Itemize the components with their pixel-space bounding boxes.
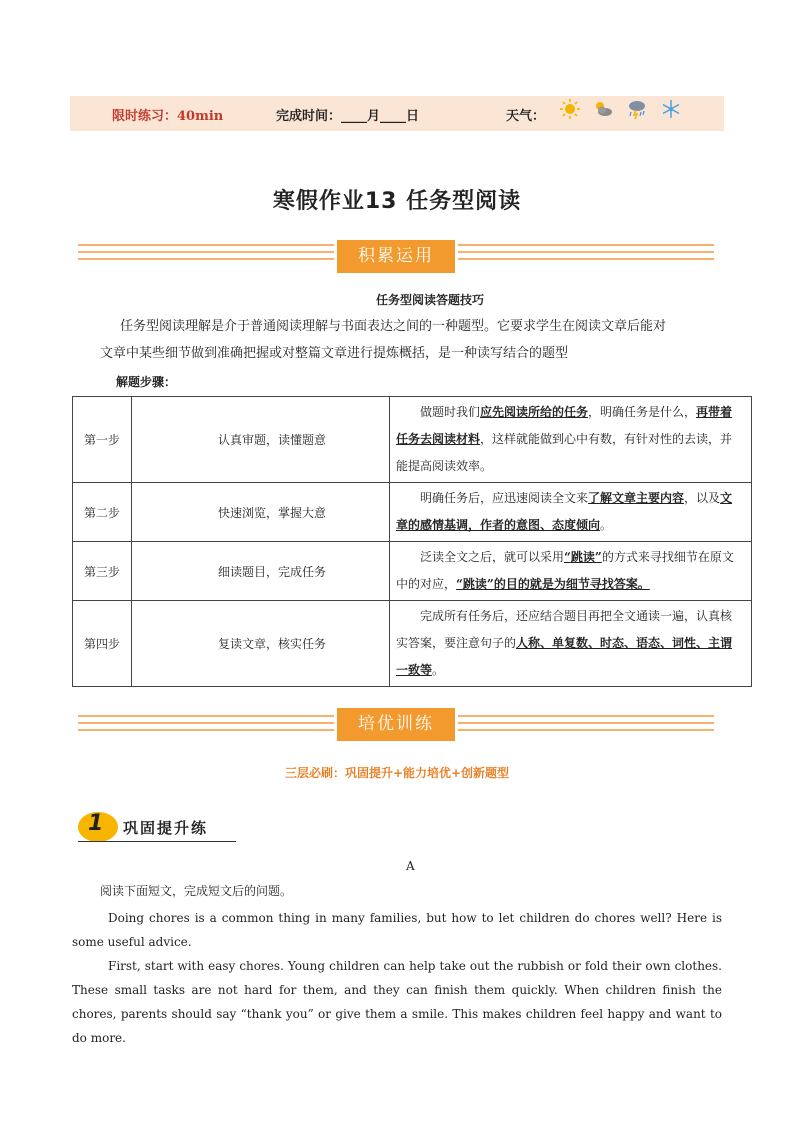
- table-row: [73, 397, 752, 483]
- steps-label: 解题步骤：: [116, 375, 177, 389]
- table-row: [73, 542, 752, 601]
- three-layer-subtitle: 三层必刷：巩固提升+能力培优+创新题型: [284, 766, 510, 780]
- table-row: [73, 601, 752, 687]
- partly-cloudy-icon: [592, 98, 614, 120]
- intro-line-2: 文章中某些细节做到准确把握或对整篇文章进行提炼概括，是一种读写结合的题型: [100, 346, 569, 361]
- passage-letter: A: [406, 859, 415, 873]
- weather-label: 天气：: [506, 109, 546, 124]
- step-name: 认真审题，读懂题意: [132, 397, 390, 483]
- section-banner-accumulate: 积累运用: [337, 240, 455, 273]
- step-name: 复读文章，核实任务: [132, 601, 390, 687]
- header-band: [70, 96, 724, 131]
- step-number: 第二步: [73, 483, 132, 542]
- step-number: 第一步: [73, 397, 132, 483]
- section-number: 1: [88, 811, 104, 836]
- page-title: 寒假作业13 任务型阅读: [272, 189, 522, 214]
- table-row: [73, 483, 752, 542]
- step-description: 明确任务后，应迅速阅读全文来了解文章主要内容，以及文章的感情基调，作者的意图、态度倾向。: [390, 483, 752, 542]
- passage-paragraph-2: First, start with easy chores. Young children can help take out the rubbish or fold their own clothes. These small tasks are not hard for them, and they can finish them quickly. When children finish the chores, parents should say “thank you” or give them a smile. This makes children feel happy and want to do more.: [72, 959, 722, 1045]
- instruction: 阅读下面短文，完成短文后的问题。: [100, 884, 293, 898]
- section-underline: [78, 841, 236, 842]
- step-number: 第四步: [73, 601, 132, 687]
- section-heading: 巩固提升练: [123, 819, 209, 837]
- completion-time: 完成时间：____月____日: [276, 109, 420, 124]
- steps-table: [72, 396, 752, 687]
- intro-line-1: 任务型阅读理解是介于普通阅读理解与书面表达之间的一种题型。它要求学生在阅读文章后能对: [120, 319, 667, 334]
- time-limit: 限时练习：40min: [112, 109, 224, 124]
- step-description: 完成所有任务后，还应结合题目再把全文通读一遍，认真核实答案，要注意句子的人称、单复数、时态、语态、词性、主谓一致等。: [390, 601, 752, 687]
- step-description: 做题时我们应先阅读所给的任务，明确任务是什么，再带着任务去阅读材料，这样就能做到心中有数，有针对性的去读，并能提高阅读效率。: [390, 397, 752, 483]
- snowflake-icon: [660, 98, 682, 120]
- passage-paragraph-1: Doing chores is a common thing in many families, but how to let children do chores well? Here is some useful advice.: [72, 911, 722, 949]
- step-description: 泛读全文之后，就可以采用“跳读”的方式来寻找细节在原文中的对应，“跳读”的目的就是为细节寻找答案。: [390, 542, 752, 601]
- step-number: 第三步: [73, 542, 132, 601]
- thunderstorm-icon: [626, 98, 648, 120]
- skills-subtitle: 任务型阅读答题技巧: [375, 293, 484, 307]
- step-name: 快速浏览，掌握大意: [132, 483, 390, 542]
- section-banner-training: 培优训练: [337, 708, 455, 741]
- sun-icon: [559, 98, 581, 120]
- step-name: 细读题目，完成任务: [132, 542, 390, 601]
